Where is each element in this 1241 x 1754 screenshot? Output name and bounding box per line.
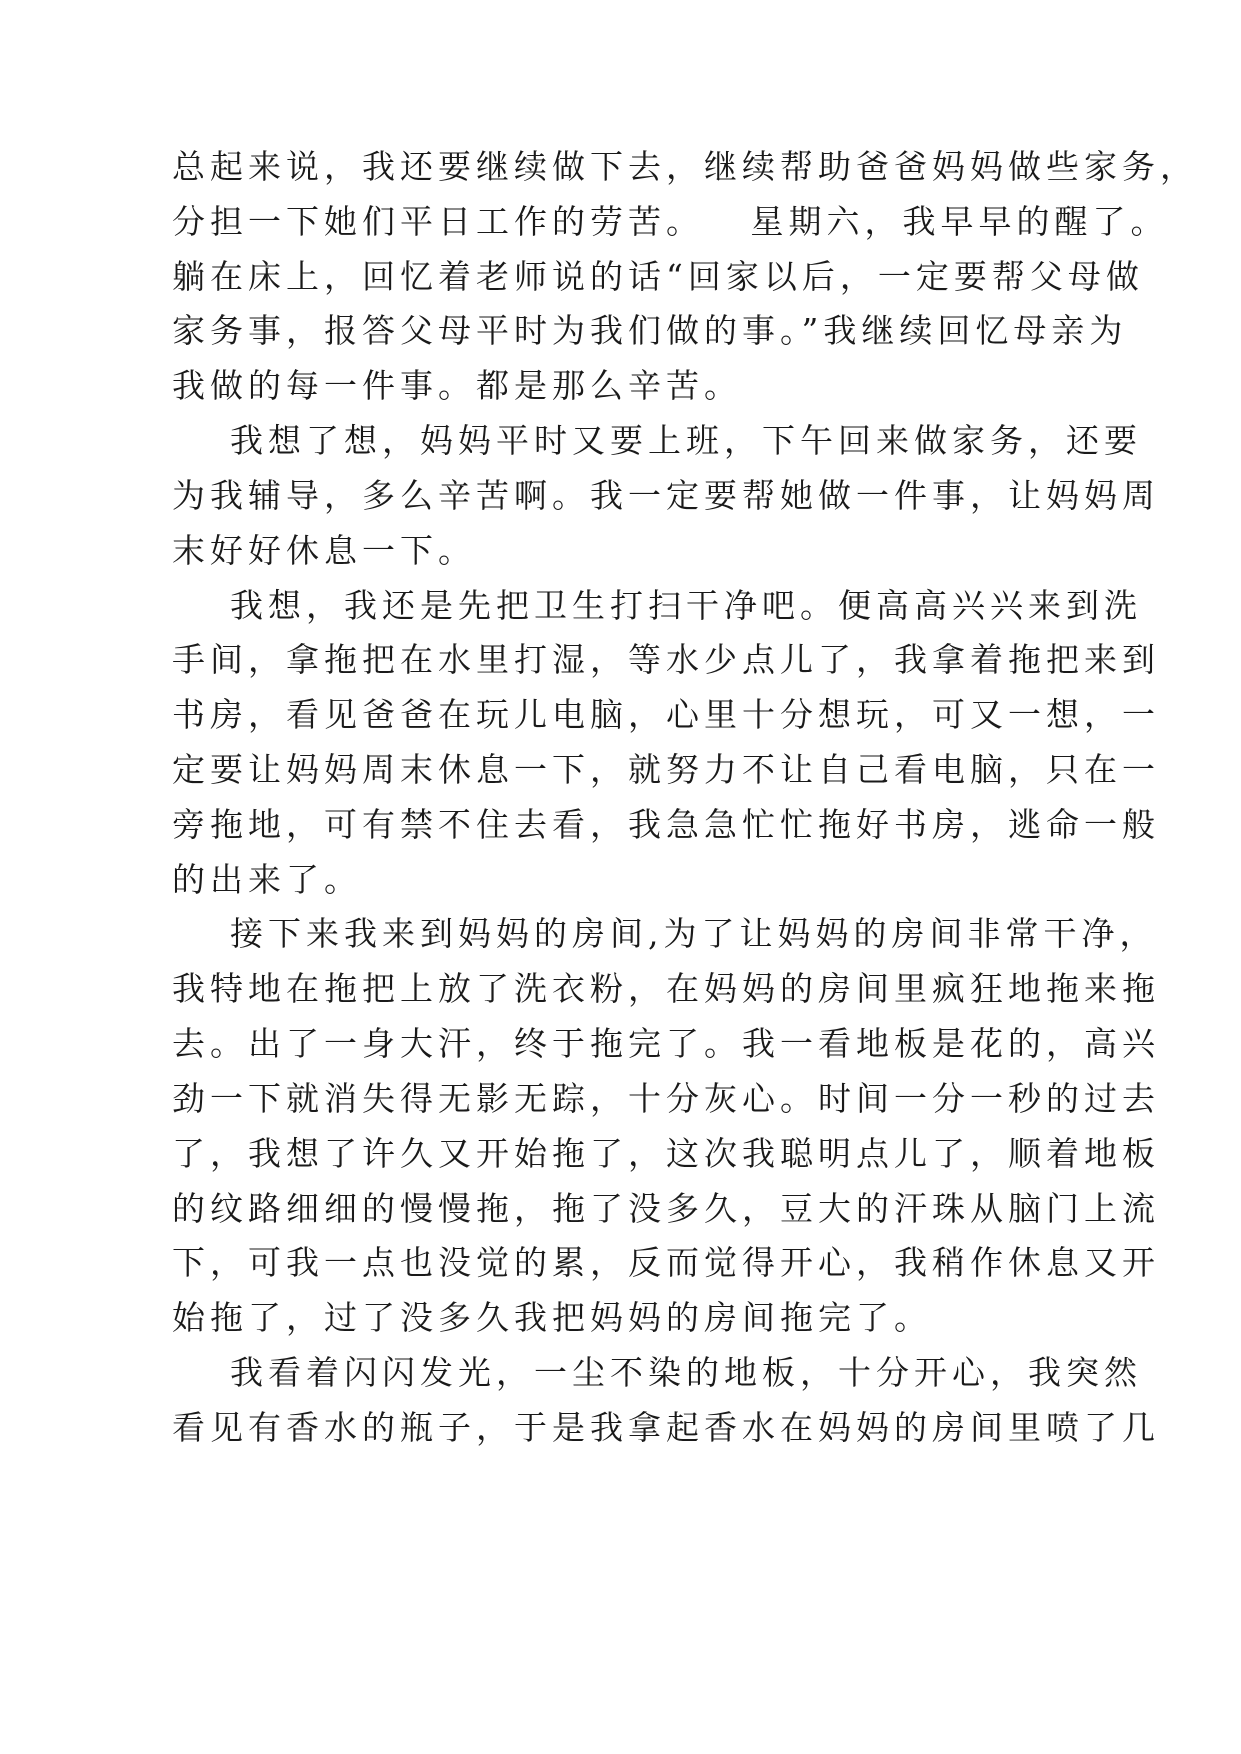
text-line: 定要让妈妈周末休息一下，就努力不让自己看电脑，只在一 bbox=[172, 750, 1160, 789]
text-line: 我特地在拖把上放了洗衣粉，在妈妈的房间里疯狂地拖来拖 bbox=[172, 969, 1160, 1008]
text-line: 书房，看见爸爸在玩儿电脑，心里十分想玩，可又一想，一 bbox=[172, 695, 1160, 734]
text-line: 接下来我来到妈妈的房间,为了让妈妈的房间非常干净， bbox=[230, 914, 1158, 953]
text-line: 躺在床上，回忆着老师说的话“回家以后，一定要帮父母做 bbox=[172, 257, 1144, 296]
text-line: 始拖了，过了没多久我把妈妈的房间拖完了。 bbox=[172, 1298, 932, 1337]
text-line: 我看着闪闪发光，一尘不染的地板，十分开心，我突然 bbox=[230, 1353, 1142, 1392]
text-line: 分担一下她们平日工作的劳苦。 星期六，我早早的醒了。 bbox=[172, 202, 1169, 241]
text-line: 手间，拿拖把在水里打湿，等水少点儿了，我拿着拖把来到 bbox=[172, 640, 1160, 679]
text-line: 家务事，报答父母平时为我们做的事。”我继续回忆母亲为 bbox=[172, 311, 1128, 350]
text-line: 我想了想，妈妈平时又要上班，下午回来做家务，还要 bbox=[230, 421, 1142, 460]
text-line: 我想，我还是先把卫生打扫干净吧。便高高兴兴来到洗 bbox=[230, 586, 1142, 625]
text-line: 我做的每一件事。都是那么辛苦。 bbox=[172, 366, 742, 405]
text-line: 劲一下就消失得无影无踪，十分灰心。时间一分一秒的过去 bbox=[172, 1079, 1160, 1118]
text-line: 了，我想了许久又开始拖了，这次我聪明点儿了，顺着地板 bbox=[172, 1134, 1160, 1173]
text-line: 的纹路细细的慢慢拖，拖了没多久，豆大的汗珠从脑门上流 bbox=[172, 1189, 1160, 1228]
text-line: 看见有香水的瓶子，于是我拿起香水在妈妈的房间里喷了几 bbox=[172, 1408, 1160, 1447]
text-line: 下，可我一点也没觉的累，反而觉得开心，我稍作休息又开 bbox=[172, 1243, 1160, 1282]
text-line: 总起来说，我还要继续做下去，继续帮助爸爸妈妈做些家务， bbox=[172, 147, 1198, 186]
text-line: 为我辅导，多么辛苦啊。我一定要帮她做一件事，让妈妈周 bbox=[172, 476, 1160, 515]
text-line: 旁拖地，可有禁不住去看，我急急忙忙拖好书房，逃命一般 bbox=[172, 805, 1160, 844]
text-line: 去。出了一身大汗，终于拖完了。我一看地板是花的，高兴 bbox=[172, 1024, 1160, 1063]
text-line: 的出来了。 bbox=[172, 860, 362, 899]
text-line: 末好好休息一下。 bbox=[172, 531, 476, 570]
